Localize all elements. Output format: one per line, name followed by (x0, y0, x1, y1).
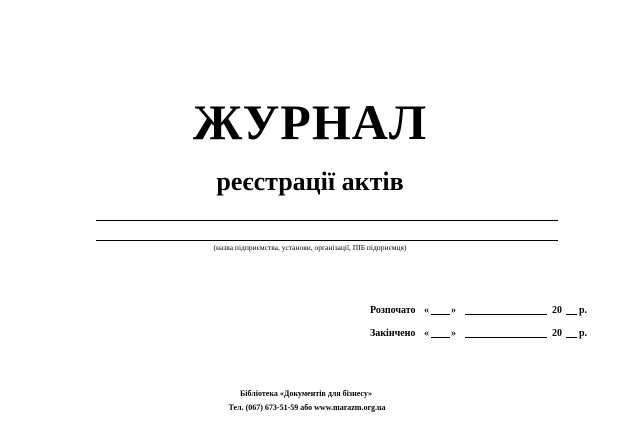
finished-day-blank (431, 337, 450, 338)
started-year-blank (566, 314, 577, 315)
started-label: Розпочато (370, 305, 416, 316)
footer-library-name: Бібліотека «Документів для бізнесу» (239, 389, 373, 398)
started-day-blank (431, 314, 450, 315)
organization-caption: (назва підприємства, установи, організації, ПІБ підприємця) (213, 243, 407, 252)
organization-name-line-2 (96, 240, 558, 241)
started-quote-close: » (451, 305, 456, 316)
organization-name-line-1 (96, 220, 558, 221)
finished-quote-open: « (424, 328, 429, 339)
finished-year-blank (566, 337, 577, 338)
finished-quote-close: » (451, 328, 456, 339)
footer-contacts: Тел. (067) 673-51-59 або www.marazm.org.ua (228, 403, 386, 412)
finished-year-suffix: р. (579, 328, 588, 339)
finished-year-prefix: 20 (552, 328, 562, 339)
page-title: ЖУРНАЛ (192, 94, 428, 150)
started-year-prefix: 20 (552, 305, 562, 316)
started-year-suffix: р. (579, 305, 588, 316)
started-month-blank (465, 314, 547, 315)
page-subtitle: реєстрації актів (216, 167, 404, 196)
finished-label: Закінчено (370, 328, 416, 339)
finished-month-blank (465, 337, 547, 338)
started-quote-open: « (424, 305, 429, 316)
